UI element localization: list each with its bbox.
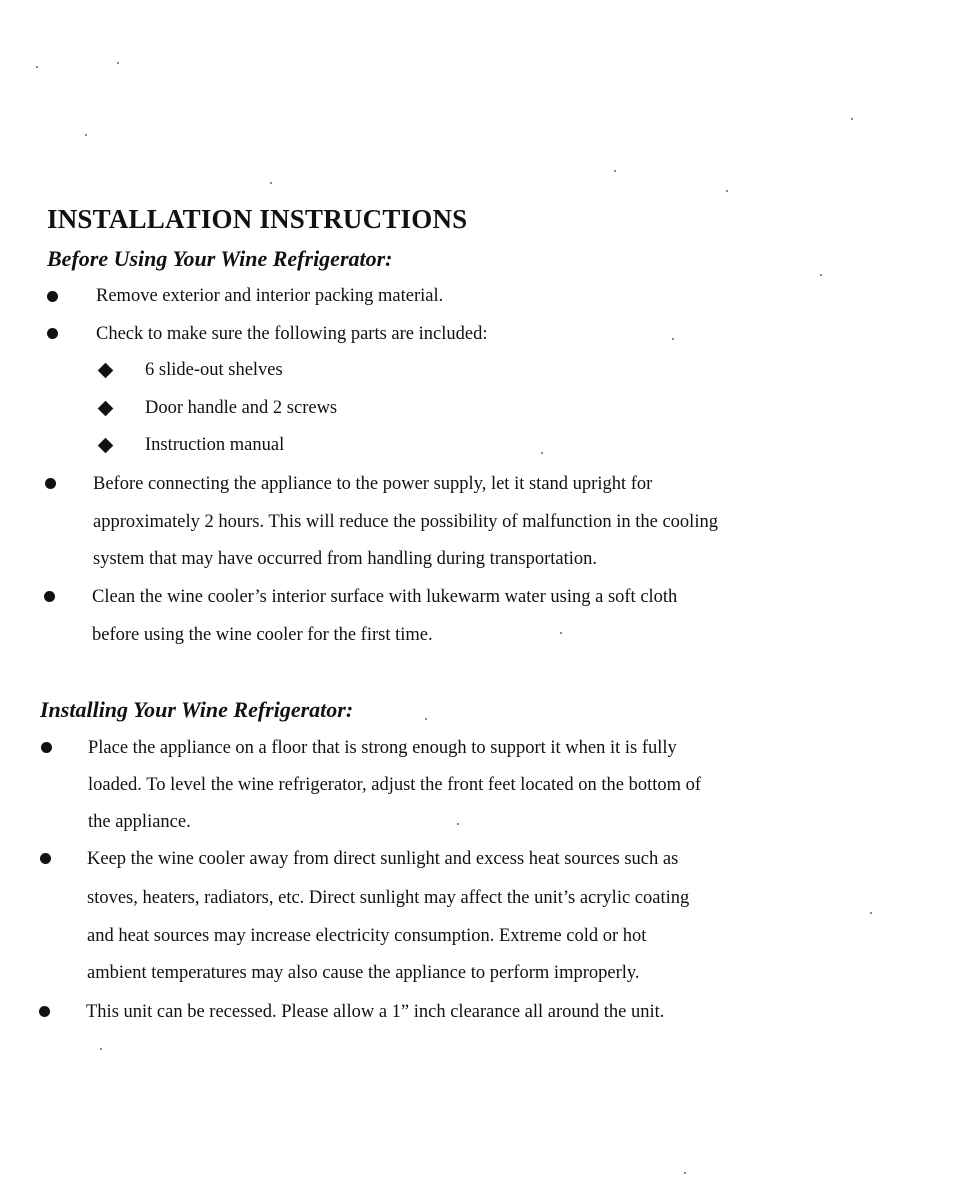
bullet-icon xyxy=(41,742,52,753)
scan-speck xyxy=(726,190,728,192)
instruction-text: the appliance. xyxy=(88,812,191,832)
instruction-text: and heat sources may increase electricity consumption. Extreme cold or hot xyxy=(87,926,647,946)
diamond-bullet-icon xyxy=(98,363,114,379)
bullet-icon xyxy=(47,328,58,339)
scan-speck xyxy=(457,823,459,825)
scan-speck xyxy=(36,66,38,68)
instruction-text: Clean the wine cooler’s interior surface with lukewarm water using a soft cloth xyxy=(92,587,678,607)
instruction-text: ambient temperatures may also cause the appliance to perform improperly. xyxy=(87,963,640,983)
scan-speck xyxy=(270,182,272,184)
page-title: INSTALLATION INSTRUCTIONS xyxy=(47,204,468,234)
instruction-text: This unit can be recessed. Please allow a 1” inch clearance all around the unit. xyxy=(86,1002,665,1022)
bullet-icon xyxy=(47,291,58,302)
scan-speck xyxy=(85,134,87,136)
instruction-text: Before connecting the appliance to the power supply, let it stand upright for xyxy=(93,474,653,494)
instruction-text: Remove exterior and interior packing material. xyxy=(96,286,444,306)
section-heading-before-using: Before Using Your Wine Refrigerator: xyxy=(47,246,393,271)
scan-speck xyxy=(614,170,616,172)
parts-list-item: 6 slide-out shelves xyxy=(145,360,283,380)
diamond-bullet-icon xyxy=(98,401,114,417)
parts-list-item: Instruction manual xyxy=(145,435,285,455)
scan-speck xyxy=(541,452,543,454)
bullet-icon xyxy=(44,591,55,602)
scan-speck xyxy=(560,632,562,634)
scan-speck xyxy=(684,1172,686,1174)
instruction-text: approximately 2 hours. This will reduce the possibility of malfunction in the cooling xyxy=(93,512,718,532)
instruction-text: Keep the wine cooler away from direct sunlight and excess heat sources such as xyxy=(87,849,679,869)
scan-speck xyxy=(117,62,119,64)
scan-speck xyxy=(851,118,853,120)
section-heading-installing: Installing Your Wine Refrigerator: xyxy=(40,697,354,722)
bullet-icon xyxy=(40,853,51,864)
scan-speck xyxy=(870,912,872,914)
bullet-icon xyxy=(39,1006,50,1017)
instruction-text: system that may have occurred from handling during transportation. xyxy=(93,549,597,569)
instruction-text: Check to make sure the following parts are included: xyxy=(96,324,488,344)
scan-speck xyxy=(672,338,674,340)
bullet-icon xyxy=(45,478,56,489)
scan-speck xyxy=(820,274,822,276)
instruction-text: before using the wine cooler for the first time. xyxy=(92,625,433,645)
instruction-text: Place the appliance on a floor that is strong enough to support it when it is fully xyxy=(88,738,677,758)
instruction-text: loaded. To level the wine refrigerator, adjust the front feet located on the bottom of xyxy=(88,775,702,795)
scan-speck xyxy=(100,1048,102,1050)
diamond-bullet-icon xyxy=(98,438,114,454)
scan-speck xyxy=(425,718,427,720)
parts-list-item: Door handle and 2 screws xyxy=(145,398,338,418)
instruction-text: stoves, heaters, radiators, etc. Direct sunlight may affect the unit’s acrylic coating xyxy=(87,888,690,908)
